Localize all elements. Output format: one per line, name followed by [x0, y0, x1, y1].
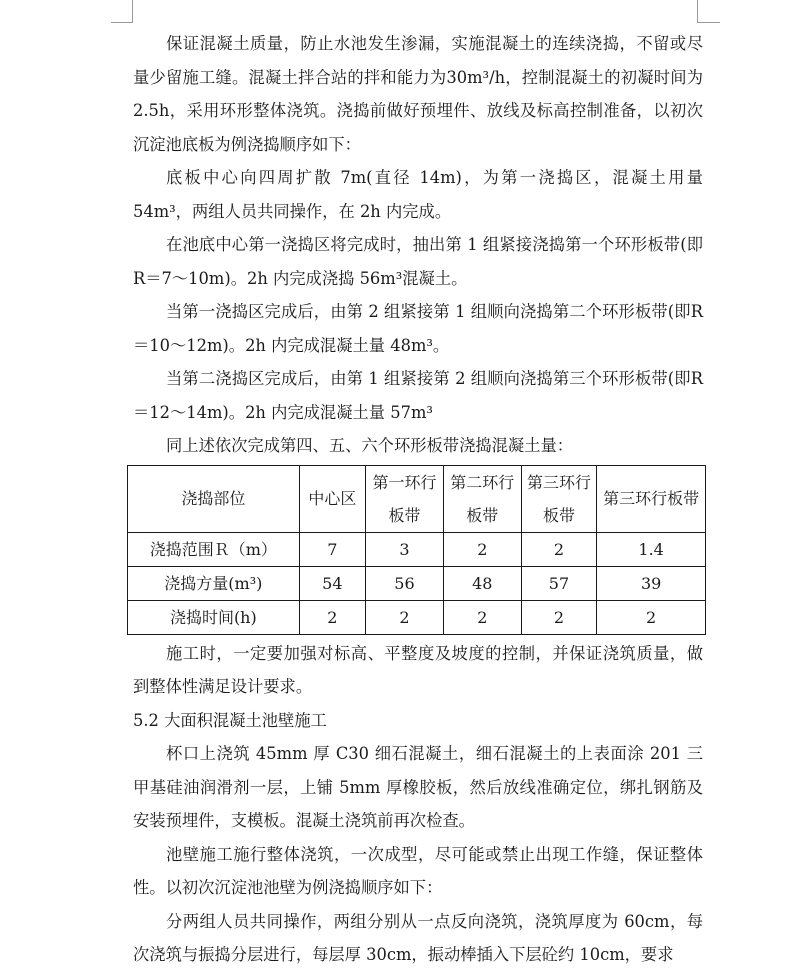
table-cell: 54	[299, 566, 365, 600]
paragraph-cup-mouth-pour: 杯口上浇筑 45mm 厚 C30 细石混凝土，细石混凝土的上表面涂 201 三甲基硅油润滑剂一层，上铺 5mm 厚橡胶板，然后放线准确定位，绑扎钢筋及安装预埋件，支模板。混凝土浇筑前再次检查。	[133, 744, 703, 830]
table-header-cell: 第三环行板带	[597, 465, 706, 532]
table-cell: 3	[366, 532, 444, 566]
table-header-cell: 第三环行板带	[521, 465, 597, 532]
table-cell: 2	[443, 532, 521, 566]
table-cell: 57	[521, 566, 597, 600]
paragraph-following-rings: 同上述依次完成第四、五、六个环形板带浇捣混凝土量：	[166, 436, 574, 455]
table-cell: 2	[597, 600, 706, 634]
document-page	[133, 27, 703, 972]
table-row	[128, 566, 706, 600]
paragraph-first-ring: 在池底中心第一浇捣区将完成时，抽出第 1 组紧接浇捣第一个环形板带(即R＝7～10m)。2h 内完成浇捣 56m³混凝土。	[133, 235, 703, 288]
page-corner-mark-left	[111, 0, 133, 23]
table-cell: 56	[366, 566, 444, 600]
table-header-cell: 第二环行板带	[443, 465, 521, 532]
table-cell: 2	[443, 600, 521, 634]
table-cell: 浇捣范围Ｒ（m）	[128, 532, 300, 566]
table-cell: 浇捣时间(h)	[128, 600, 300, 634]
paragraph-third-ring: 当第二浇捣区完成后，由第 1 组紧接第 2 组顺向浇捣第三个环形板带(即R＝12～14m)。2h 内完成混凝土量 57m³	[133, 369, 703, 422]
table-cell: 2	[521, 532, 597, 566]
page-corner-mark-right	[697, 0, 720, 23]
table-header-cell: 浇捣部位	[128, 465, 300, 532]
paragraph-wall-integral-pour: 池壁施工施行整体浇筑，一次成型，尽可能或禁止出现工作缝，保证整体性。以初次沉淀池池壁为例浇捣顺序如下：	[133, 844, 703, 897]
paragraph-two-groups: 分两组人员共同操作，两组分别从一点反向浇筑，浇筑厚度为 60cm，每次浇筑与振捣分层进行，每层厚 30cm，振动棒插入下层砼约 10cm，要求	[133, 911, 703, 964]
pour-schedule-table	[127, 465, 706, 635]
table-cell: 2	[299, 600, 365, 634]
table-cell: 1.4	[597, 532, 706, 566]
table-header-cell: 第一环行板带	[366, 465, 444, 532]
section-heading: 5.2 大面积混凝土池壁施工	[133, 710, 327, 730]
table-cell: 7	[299, 532, 365, 566]
table-cell: 2	[521, 600, 597, 634]
table-cell: 浇捣方量(m³)	[128, 566, 300, 600]
table-header-row	[128, 465, 706, 532]
paragraph-second-ring: 当第一浇捣区完成后，由第 2 组紧接第 1 组顺向浇捣第二个环形板带(即R＝10～12m)。2h 内完成混凝土量 48m³。	[133, 302, 703, 355]
table-row	[128, 600, 706, 634]
paragraph-quality-control: 保证混凝土质量，防止水池发生渗漏，实施混凝土的连续浇捣，不留或尽量少留施工缝。混凝土拌合站的拌和能力为30m³/h，控制混凝土的初凝时间为 2.5h，采用环形整体浇筑。浇捣前做好预埋件、放线及标高控制准备，以初次沉淀池底板为例浇捣顺序如下：	[133, 34, 703, 154]
table-header-cell: 中心区	[299, 465, 365, 532]
paragraph-first-pour-zone: 底板中心向四周扩散 7m(直径 14m)，为第一浇捣区，混凝土用量 54m³，两组人员共同操作，在 2h 内完成。	[133, 168, 703, 221]
table-cell: 48	[443, 566, 521, 600]
table-cell: 2	[366, 600, 444, 634]
table-row	[128, 532, 706, 566]
table-cell: 39	[597, 566, 706, 600]
paragraph-construction-control: 施工时，一定要加强对标高、平整度及坡度的控制，并保证浇筑质量，做到整体性满足设计要求。	[133, 643, 703, 696]
